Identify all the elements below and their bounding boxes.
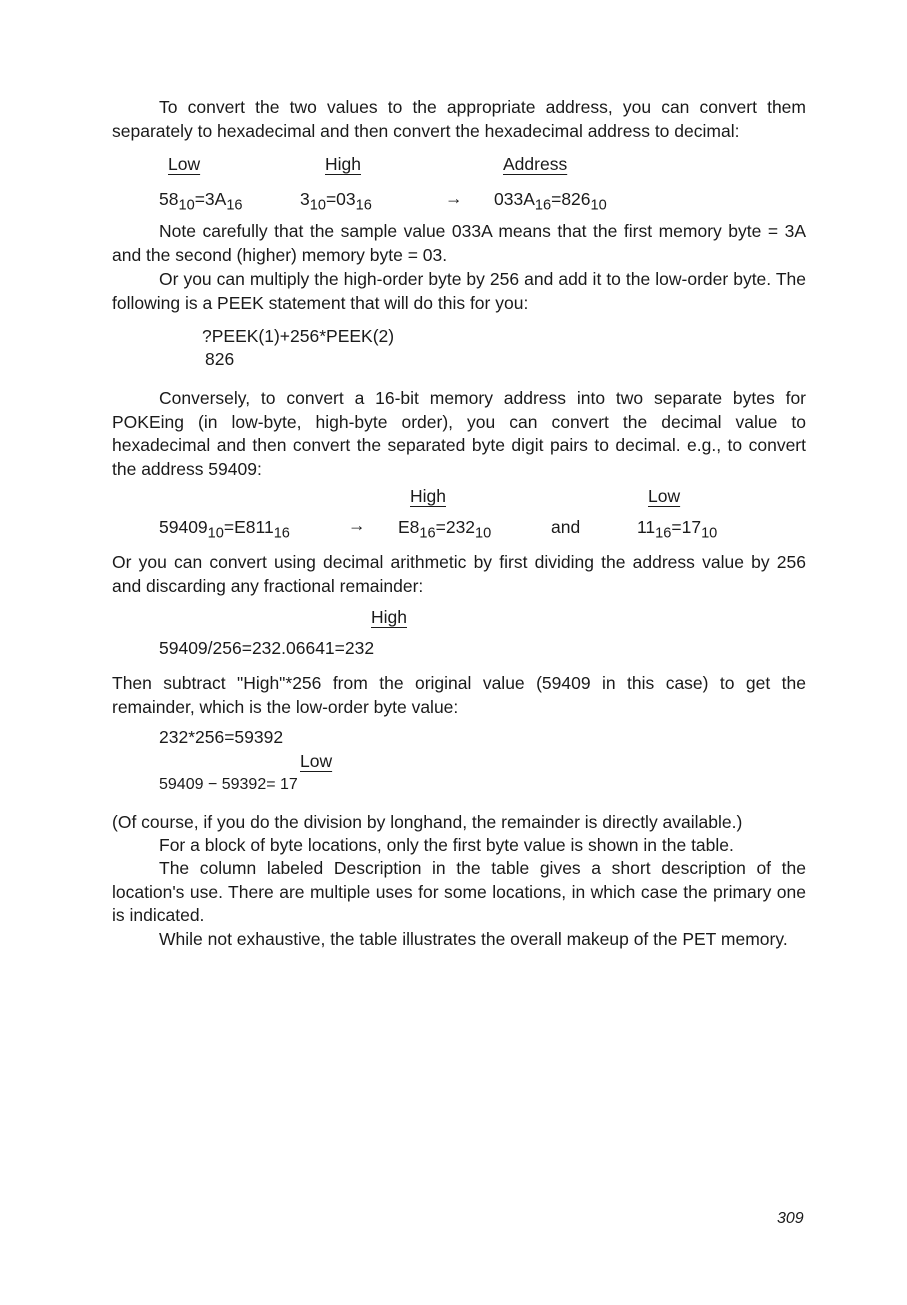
label-low-3: Low bbox=[300, 751, 333, 771]
and-word: and bbox=[551, 517, 581, 537]
paragraph-longhand: (Of course, if you do the division by longhand, the remainder is directly available.) bbox=[112, 812, 743, 832]
label-high: High bbox=[325, 154, 361, 174]
paragraph-multiply: Or you can multiply the high-order byte by 256 and add it to the low-order byte. The following is a PEEK statement that will do this for you: bbox=[112, 269, 806, 313]
peek-result: 826 bbox=[205, 349, 235, 369]
label-high-3: High bbox=[371, 607, 407, 627]
paragraph-exhaustive: While not exhaustive, the table illustrates the overall makeup of the PET memory. bbox=[159, 929, 788, 949]
paragraph-convert-intro: To convert the two values to the appropriate address, you can convert them separately to hexadecimal and then convert the hexadecimal address to decimal: bbox=[112, 97, 806, 141]
example1-address-value: $033A_{16}=826_{10}$ bbox=[494, 189, 607, 214]
paragraph-note: Note carefully that the sample value 033A means that the first memory byte = 3A and the second (higher) memory byte = 03. bbox=[112, 221, 806, 265]
subtraction-expression: 59409 − 59392= 17 bbox=[159, 776, 298, 793]
paragraph-conversely: Conversely, to convert a 16-bit memory address into two separate bytes for POKEing (in low-byte, high-byte order), you can convert the decimal value to hexadecimal and then convert the separated byte digit pairs to decimal. e.g., to convert the address 59409: bbox=[112, 388, 806, 479]
example2-address-value: $59409_{10}=E811_{16}$ bbox=[159, 517, 290, 542]
paragraph-block: For a block of byte locations, only the first byte value is shown in the table. bbox=[159, 835, 734, 855]
paragraph-description: The column labeled Description in the table gives a short description of the location's use. There are multiple uses for some locations, in which case the primary one is indicated. bbox=[112, 858, 806, 925]
label-low-2: Low bbox=[648, 486, 681, 506]
page-number: 309 bbox=[777, 1210, 804, 1227]
label-high-2: High bbox=[410, 486, 446, 506]
label-address: Address bbox=[503, 154, 568, 174]
arrow-icon: → bbox=[348, 515, 366, 535]
multiply-expression: 232*256=59392 bbox=[159, 727, 284, 747]
paragraph-subtract: Then subtract "High"*256 from the original value (59409 in this case) to get the remainder, which is the low-order byte value: bbox=[112, 673, 806, 717]
label-low: Low bbox=[168, 154, 201, 174]
arrow-icon: → bbox=[445, 188, 463, 208]
division-expression: 59409/256=232.06641=232 bbox=[159, 638, 375, 658]
example1-high-value: $3_{10}=03_{16}$ bbox=[300, 189, 372, 214]
example2-high-value: $E8_{16}=232_{10}$ bbox=[398, 517, 492, 542]
peek-statement: ?PEEK(1)+256*PEEK(2) bbox=[202, 326, 395, 346]
example1-low-value: $58_{10}=3A_{16}$ bbox=[159, 189, 243, 214]
paragraph-decimal-arithmetic: Or you can convert using decimal arithmetic by first dividing the address value by 256 and discarding any fractional remainder: bbox=[112, 552, 806, 596]
example2-low-value: $11_{16}=17_{10}$ bbox=[637, 517, 718, 542]
